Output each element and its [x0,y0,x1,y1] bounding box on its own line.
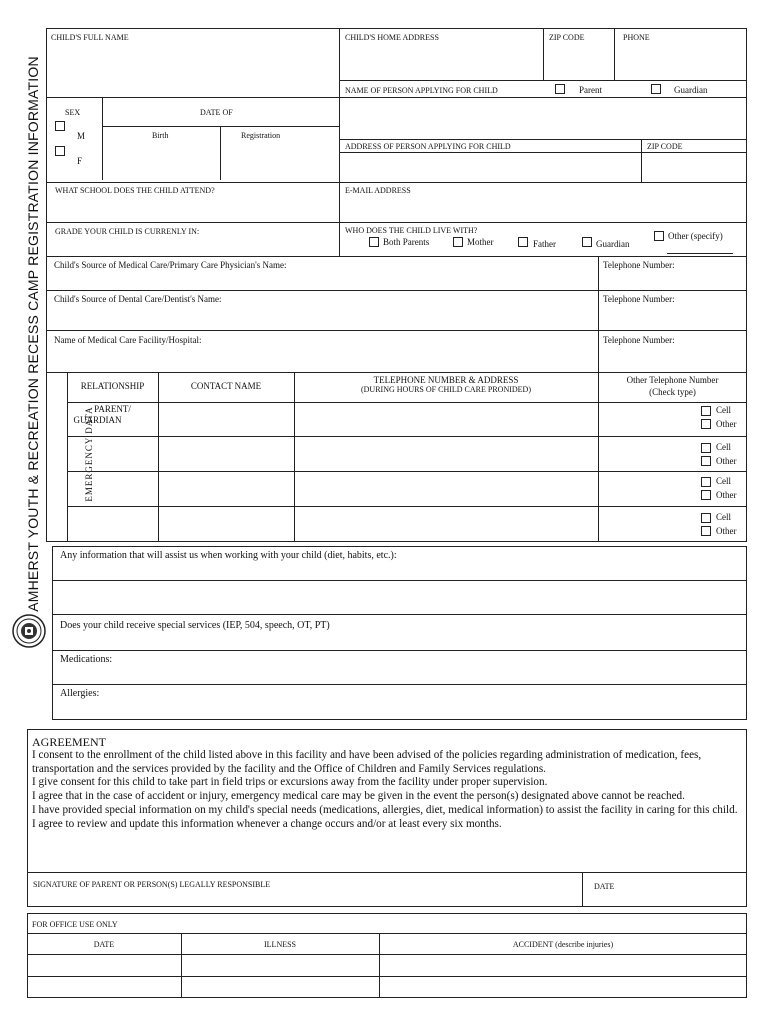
contact-name-header: CONTACT NAME [190,381,262,391]
row3-cell-label: Cell [716,476,731,486]
row4-cell-checkbox[interactable] [701,513,711,523]
date-field[interactable] [585,893,745,905]
childs-home-address-field[interactable] [342,44,540,80]
phone-field[interactable] [617,44,745,80]
other-tel-header: Other Telephone Number [626,375,719,385]
form-side-title: AMHERST YOUTH & RECREATION RECESS CAMP REGISTRATION INFORMATION [25,56,41,612]
row2-cell-label: Cell [716,442,731,452]
date-of-registration-label: Registration [241,131,281,140]
address-applying-label: ADDRESS OF PERSON APPLYING FOR CHILD [345,142,511,151]
zip-code-2-label: ZIP CODE [647,142,683,151]
row3-other-checkbox[interactable] [701,490,711,500]
row2-other-checkbox[interactable] [701,456,711,466]
tel-address-subheader: (DURING HOURS OF CHILD CARE PRONIDED) [360,385,531,394]
office-illness-header: ILLNESS [264,940,296,949]
emergency-side-label: EMERGENCY DATA [84,406,94,502]
dental-label: Child's Source of Dental Care/Dentist's Name: [54,294,222,304]
address-applying-field[interactable] [342,154,638,179]
row4-cell-label: Cell [716,512,731,522]
date-of-label: DATE OF [200,108,233,117]
agreement-p5: I agree to review and update this information whenever a change occurs and/or at least every six months. [32,817,502,830]
parent-guardian-label-2: GUARDIAN [73,415,122,425]
guardian-live-label: Guardian [596,239,630,249]
office-title: FOR OFFICE USE ONLY [32,920,118,929]
facility-telephone-label: Telephone Number: [603,335,675,345]
date-of-birth-label: Birth [152,131,169,140]
date-of-birth-field[interactable] [105,142,217,178]
school-label: WHAT SCHOOL DOES THE CHILD ATTEND? [55,186,215,195]
date-of-registration-field[interactable] [223,142,336,178]
info-section [52,546,747,720]
row2-cell-checkbox[interactable] [701,443,711,453]
special-services-label: Does your child receive special services (IEP, 504, speech, OT, PT) [60,620,330,631]
agreement-title: AGREEMENT [32,735,106,749]
guardian-live-checkbox[interactable] [582,237,592,247]
agreement-p4: I have provided special information on my child's special needs (medications, allergies, diet, medical information) to assist the facility in caring for this child. [32,803,738,816]
row1-other-checkbox[interactable] [701,419,711,429]
primary-care-label: Child's Source of Medical Care/Primary Care Physician's Name: [54,260,287,270]
zip-code-label: ZIP CODE [549,33,585,42]
dental-telephone-label: Telephone Number: [603,294,675,304]
primary-care-telephone-label: Telephone Number: [603,260,675,270]
office-section [27,913,747,998]
childs-full-name-label: CHILD'S FULL NAME [51,33,129,42]
guardian-label: Guardian [674,85,708,95]
mother-label: Mother [467,237,494,247]
other-specify-line [667,253,733,254]
guardian-checkbox[interactable] [651,84,661,94]
row3-cell-checkbox[interactable] [701,477,711,487]
parent-label: Parent [579,85,602,95]
allergies-label: Allergies: [60,688,100,699]
father-checkbox[interactable] [518,237,528,247]
mother-checkbox[interactable] [453,237,463,247]
sex-female-checkbox[interactable] [55,146,65,156]
date-label: DATE [594,882,615,891]
parent-guardian-label-1: PARENT/ [94,404,131,414]
sex-male-checkbox[interactable] [55,121,65,131]
tel-address-header: TELEPHONE NUMBER & ADDRESS [373,375,519,385]
school-field[interactable] [48,197,336,219]
agreement-p1: I consent to the enrollment of the child listed above in this facility and have been advised of the policies regarding administration of medication, fees, transportation and the services provided by the facility and the Office of Children and Family Services regulations. [32,749,702,775]
medications-label: Medications: [60,654,113,665]
row1-cell-checkbox[interactable] [701,406,711,416]
zip-code-field[interactable] [546,44,610,80]
both-parents-checkbox[interactable] [369,237,379,247]
facility-label: Name of Medical Care Facility/Hospital: [54,335,202,345]
email-label: E-MAIL ADDRESS [345,186,411,195]
check-type-header: (Check type) [649,387,696,397]
row4-other-checkbox[interactable] [701,526,711,536]
row3-other-label: Other [716,490,737,500]
email-field[interactable] [342,197,744,219]
zip-code-2-field[interactable] [644,154,744,179]
grade-label: GRADE YOUR CHILD IS CURRENLY IN: [55,227,200,236]
sex-female-label: F [77,156,83,166]
agreement-text [32,735,740,831]
row4-other-label: Other [716,526,737,536]
office-accident-header: ACCIDENT (describe injuries) [512,940,614,949]
both-parents-label: Both Parents [383,237,430,247]
relationship-header: RELATIONSHIP [80,381,145,391]
emergency-section [46,372,747,542]
signature-label: SIGNATURE OF PARENT OR PERSON(S) LEGALLY RESPONSIBLE [33,880,271,889]
sex-male-label: M [77,131,86,141]
row1-other-label: Other [716,419,737,429]
other-specify-label: Other (specify) [668,231,723,241]
row2-other-label: Other [716,456,737,466]
assist-label: Any information that will assist us when working with your child (diet, habits, etc.): [60,550,397,561]
grade-field[interactable] [48,238,336,255]
agreement-p3: I agree that in the case of accident or injury, emergency medical care may be given in the event the person(s) designated above cannot be reached. [32,790,685,803]
other-specify-checkbox[interactable] [654,231,664,241]
childs-full-name-field[interactable] [48,44,336,96]
agreement-p2: I give consent for this child to take part in field trips or excursions away from the facility under proper supervision. [32,776,548,789]
father-label: Father [533,239,556,249]
office-date-header: DATE [93,940,115,949]
medical-section [46,256,747,373]
childs-home-address-label: CHILD'S HOME ADDRESS [345,33,439,42]
town-seal-icon [12,614,46,648]
person-applying-field[interactable] [342,100,744,136]
parent-checkbox[interactable] [555,84,565,94]
signature-field[interactable] [30,890,578,905]
person-applying-label: NAME OF PERSON APPLYING FOR CHILD [345,86,498,95]
row1-cell-label: Cell [716,405,731,415]
live-with-label: WHO DOES THE CHILD LIVE WITH? [345,226,478,235]
phone-label: PHONE [623,33,650,42]
sex-label: SEX [65,108,81,117]
